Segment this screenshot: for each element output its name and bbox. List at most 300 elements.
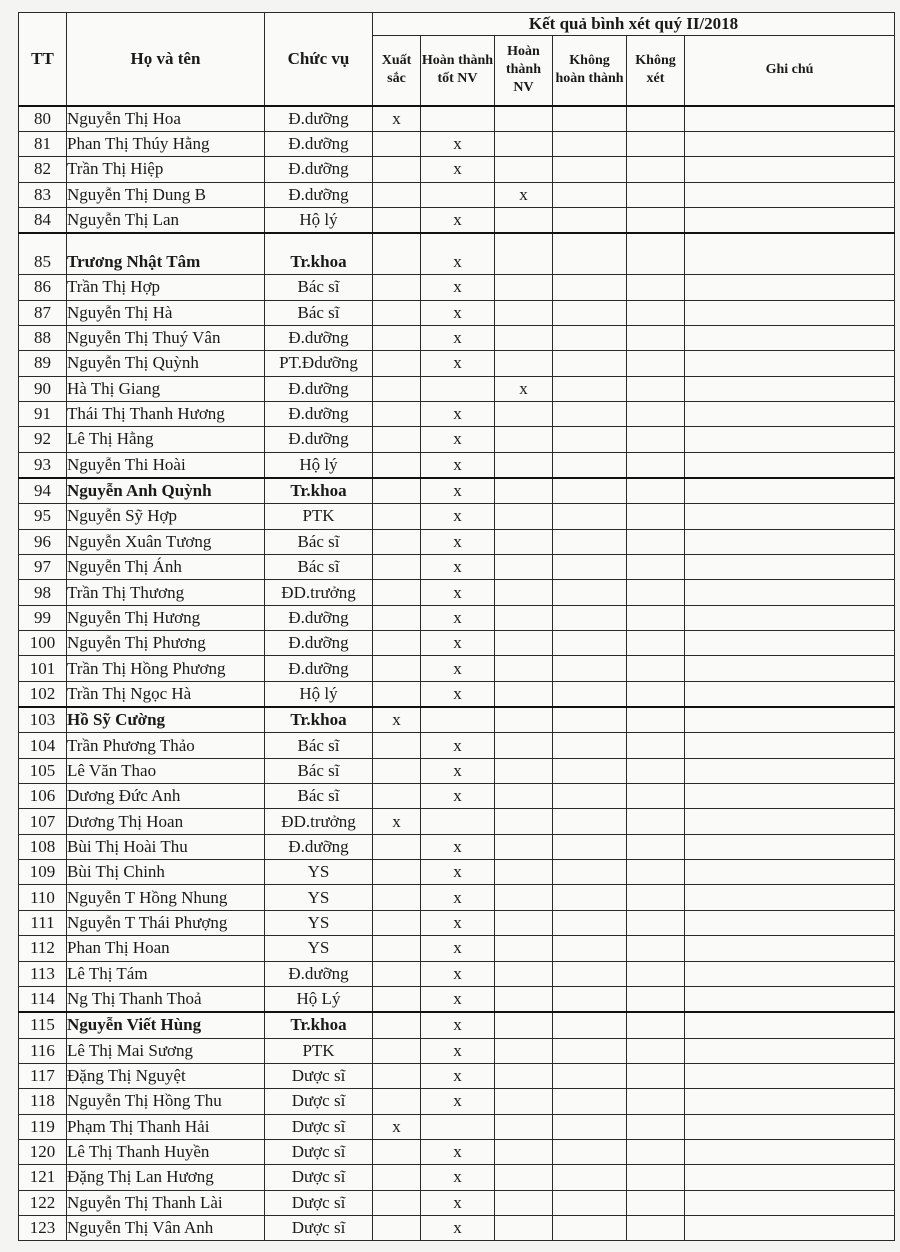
row-role: Tr.khoa xyxy=(265,1012,373,1038)
mark-cell-kx xyxy=(627,131,685,156)
mark-cell-kx xyxy=(627,605,685,630)
row-role: Bác sĩ xyxy=(265,300,373,325)
mark-cell-ht-tot: x xyxy=(421,580,495,605)
mark-cell-ht xyxy=(495,131,553,156)
mark-cell-ht xyxy=(495,1038,553,1063)
mark-cell-ht-tot: x xyxy=(421,1038,495,1063)
row-name: Nguyễn Thị Thanh Lài xyxy=(67,1190,265,1215)
mark-cell-kx xyxy=(627,529,685,554)
mark-cell-ht xyxy=(495,707,553,733)
mark-cell-ht-tot: x xyxy=(421,1165,495,1190)
row-role: PTK xyxy=(265,504,373,529)
row-role: Tr.khoa xyxy=(265,478,373,504)
mark-cell-ht xyxy=(495,605,553,630)
row-number: 101 xyxy=(19,656,67,681)
mark-cell-ht xyxy=(495,936,553,961)
mark-cell-xs xyxy=(373,351,421,376)
row-number: 121 xyxy=(19,1165,67,1190)
table-row xyxy=(19,885,895,910)
row-role: Đ.dưỡng xyxy=(265,961,373,986)
note-cell xyxy=(685,605,895,630)
row-number: 98 xyxy=(19,580,67,605)
mark-cell-xs xyxy=(373,1012,421,1038)
table-row xyxy=(19,961,895,986)
note-cell xyxy=(685,401,895,426)
row-name: Bùi Thị Chinh xyxy=(67,860,265,885)
table-row xyxy=(19,681,895,707)
row-name: Nguyễn Thị Dung B xyxy=(67,182,265,207)
mark-cell-kx xyxy=(627,656,685,681)
mark-cell-ht-tot: x xyxy=(421,733,495,758)
table-row xyxy=(19,580,895,605)
mark-cell-ht xyxy=(495,504,553,529)
mark-cell-kx xyxy=(627,758,685,783)
table-row xyxy=(19,300,895,325)
mark-cell-xs xyxy=(373,1165,421,1190)
mark-cell-xs xyxy=(373,631,421,656)
mark-cell-ht: x xyxy=(495,376,553,401)
table-row xyxy=(19,656,895,681)
mark-cell-kx xyxy=(627,157,685,182)
mark-cell-ht-tot xyxy=(421,1114,495,1139)
row-name: Nguyễn Sỹ Hợp xyxy=(67,504,265,529)
mark-cell-ht-tot: x xyxy=(421,1012,495,1038)
note-cell xyxy=(685,1114,895,1139)
mark-cell-kx xyxy=(627,733,685,758)
mark-cell-xs xyxy=(373,131,421,156)
row-role: Hộ lý xyxy=(265,452,373,478)
mark-cell-ht-tot: x xyxy=(421,529,495,554)
row-name: Nguyễn T Thái Phượng xyxy=(67,910,265,935)
mark-cell-ht-tot xyxy=(421,182,495,207)
mark-cell-kx xyxy=(627,325,685,350)
mark-cell-xs xyxy=(373,325,421,350)
mark-cell-ht-tot: x xyxy=(421,961,495,986)
row-role: Dược sĩ xyxy=(265,1139,373,1164)
row-number: 111 xyxy=(19,910,67,935)
mark-cell-kx xyxy=(627,681,685,707)
mark-cell-xs xyxy=(373,1215,421,1240)
row-role: Dược sĩ xyxy=(265,1215,373,1240)
table-row xyxy=(19,1215,895,1240)
row-role: Đ.dưỡng xyxy=(265,182,373,207)
note-cell xyxy=(685,233,895,275)
row-role: Bác sĩ xyxy=(265,784,373,809)
mark-cell-xs xyxy=(373,233,421,275)
mark-cell-ht xyxy=(495,656,553,681)
mark-cell-ht-tot: x xyxy=(421,555,495,580)
row-name: Đặng Thị Nguyệt xyxy=(67,1063,265,1088)
mark-cell-ht-tot: x xyxy=(421,885,495,910)
mark-cell-kht xyxy=(553,1012,627,1038)
row-role: Đ.dưỡng xyxy=(265,157,373,182)
row-role: Đ.dưỡng xyxy=(265,106,373,132)
mark-cell-ht xyxy=(495,207,553,233)
row-number: 81 xyxy=(19,131,67,156)
row-name: Nguyễn Thị Lan xyxy=(67,207,265,233)
row-name: Thái Thị Thanh Hương xyxy=(67,401,265,426)
mark-cell-kht xyxy=(553,784,627,809)
row-name: Nguyễn Thị Hoa xyxy=(67,106,265,132)
row-name: Trần Phương Thảo xyxy=(67,733,265,758)
row-number: 88 xyxy=(19,325,67,350)
row-number: 96 xyxy=(19,529,67,554)
table-body xyxy=(19,106,895,1241)
table-row xyxy=(19,910,895,935)
mark-cell-kx xyxy=(627,784,685,809)
mark-cell-xs xyxy=(373,656,421,681)
note-cell xyxy=(685,376,895,401)
mark-cell-ht-tot xyxy=(421,376,495,401)
row-role: Hộ lý xyxy=(265,207,373,233)
table-row xyxy=(19,1190,895,1215)
mark-cell-xs xyxy=(373,580,421,605)
mark-cell-xs: x xyxy=(373,1114,421,1139)
table-row xyxy=(19,106,895,132)
note-cell xyxy=(685,1190,895,1215)
mark-cell-ht-tot: x xyxy=(421,681,495,707)
mark-cell-kht xyxy=(553,182,627,207)
mark-cell-ht xyxy=(495,1190,553,1215)
header-tt: TT xyxy=(19,13,67,106)
note-cell xyxy=(685,351,895,376)
row-number: 103 xyxy=(19,707,67,733)
note-cell xyxy=(685,1139,895,1164)
mark-cell-kht xyxy=(553,529,627,554)
mark-cell-ht-tot: x xyxy=(421,427,495,452)
mark-cell-ht-tot: x xyxy=(421,1089,495,1114)
note-cell xyxy=(685,580,895,605)
mark-cell-ht-tot xyxy=(421,106,495,132)
mark-cell-kht xyxy=(553,681,627,707)
table-row xyxy=(19,834,895,859)
table-row xyxy=(19,351,895,376)
row-name: Nguyễn Thị Phương xyxy=(67,631,265,656)
row-number: 106 xyxy=(19,784,67,809)
mark-cell-xs xyxy=(373,1063,421,1088)
note-cell xyxy=(685,986,895,1012)
mark-cell-kx xyxy=(627,809,685,834)
mark-cell-ht-tot: x xyxy=(421,275,495,300)
mark-cell-xs xyxy=(373,452,421,478)
row-name: Dương Thị Hoan xyxy=(67,809,265,834)
mark-cell-kht xyxy=(553,325,627,350)
note-cell xyxy=(685,834,895,859)
note-cell xyxy=(685,275,895,300)
mark-cell-ht-tot: x xyxy=(421,401,495,426)
row-role: Bác sĩ xyxy=(265,733,373,758)
mark-cell-kht xyxy=(553,1063,627,1088)
row-name: Nguyễn Thị Thuý Vân xyxy=(67,325,265,350)
mark-cell-ht xyxy=(495,351,553,376)
mark-cell-kx xyxy=(627,300,685,325)
row-number: 84 xyxy=(19,207,67,233)
mark-cell-ht xyxy=(495,809,553,834)
mark-cell-kht xyxy=(553,1139,627,1164)
mark-cell-kx xyxy=(627,275,685,300)
row-number: 122 xyxy=(19,1190,67,1215)
table-row xyxy=(19,207,895,233)
row-number: 105 xyxy=(19,758,67,783)
mark-cell-ht xyxy=(495,555,553,580)
row-number: 120 xyxy=(19,1139,67,1164)
mark-cell-kx xyxy=(627,427,685,452)
mark-cell-kht xyxy=(553,376,627,401)
mark-cell-ht xyxy=(495,681,553,707)
mark-cell-kht xyxy=(553,631,627,656)
mark-cell-xs xyxy=(373,1089,421,1114)
mark-cell-kht xyxy=(553,1038,627,1063)
mark-cell-kx xyxy=(627,233,685,275)
row-number: 85 xyxy=(19,233,67,275)
mark-cell-ht-tot: x xyxy=(421,504,495,529)
mark-cell-xs xyxy=(373,376,421,401)
mark-cell-ht-tot: x xyxy=(421,936,495,961)
row-role: YS xyxy=(265,936,373,961)
mark-cell-ht xyxy=(495,157,553,182)
mark-cell-kx xyxy=(627,1215,685,1240)
mark-cell-kx xyxy=(627,936,685,961)
mark-cell-ht xyxy=(495,1215,553,1240)
table-row xyxy=(19,376,895,401)
note-cell xyxy=(685,1012,895,1038)
evaluation-table xyxy=(18,12,895,1241)
mark-cell-kx xyxy=(627,1038,685,1063)
row-name: Phan Thị Hoan xyxy=(67,936,265,961)
mark-cell-ht-tot: x xyxy=(421,631,495,656)
note-cell xyxy=(685,207,895,233)
row-role: ĐD.trưởng xyxy=(265,580,373,605)
row-number: 108 xyxy=(19,834,67,859)
table-row xyxy=(19,131,895,156)
mark-cell-kht xyxy=(553,986,627,1012)
table-row xyxy=(19,605,895,630)
mark-cell-ht-tot: x xyxy=(421,910,495,935)
row-name: Lê Văn Thao xyxy=(67,758,265,783)
mark-cell-ht xyxy=(495,1063,553,1088)
row-name: Trần Thị Thương xyxy=(67,580,265,605)
row-role: Bác sĩ xyxy=(265,758,373,783)
row-role: Dược sĩ xyxy=(265,1114,373,1139)
row-number: 119 xyxy=(19,1114,67,1139)
note-cell xyxy=(685,656,895,681)
row-role: Đ.dưỡng xyxy=(265,376,373,401)
note-cell xyxy=(685,131,895,156)
mark-cell-kx xyxy=(627,631,685,656)
note-cell xyxy=(685,1038,895,1063)
mark-cell-ht-tot: x xyxy=(421,1139,495,1164)
row-number: 97 xyxy=(19,555,67,580)
mark-cell-kx xyxy=(627,401,685,426)
row-number: 118 xyxy=(19,1089,67,1114)
mark-cell-kx xyxy=(627,860,685,885)
evaluation-sheet xyxy=(18,12,894,1241)
mark-cell-kht xyxy=(553,834,627,859)
note-cell xyxy=(685,1063,895,1088)
mark-cell-xs xyxy=(373,681,421,707)
mark-cell-kx xyxy=(627,1190,685,1215)
mark-cell-xs xyxy=(373,427,421,452)
mark-cell-xs xyxy=(373,910,421,935)
mark-cell-kht xyxy=(553,351,627,376)
mark-cell-xs xyxy=(373,1190,421,1215)
mark-cell-ht xyxy=(495,961,553,986)
row-number: 86 xyxy=(19,275,67,300)
table-row xyxy=(19,1139,895,1164)
row-number: 99 xyxy=(19,605,67,630)
row-name: Lê Thị Tám xyxy=(67,961,265,986)
mark-cell-xs: x xyxy=(373,707,421,733)
note-cell xyxy=(685,707,895,733)
table-row xyxy=(19,936,895,961)
mark-cell-xs: x xyxy=(373,106,421,132)
header-result-group: Kết quả bình xét quý II/2018 xyxy=(373,13,895,36)
mark-cell-ht-tot: x xyxy=(421,986,495,1012)
table-row xyxy=(19,860,895,885)
mark-cell-kht xyxy=(553,936,627,961)
table-row xyxy=(19,1089,895,1114)
mark-cell-xs xyxy=(373,1038,421,1063)
mark-cell-xs xyxy=(373,478,421,504)
mark-cell-ht xyxy=(495,986,553,1012)
mark-cell-kx xyxy=(627,834,685,859)
mark-cell-kht xyxy=(553,758,627,783)
mark-cell-ht xyxy=(495,325,553,350)
mark-cell-kx xyxy=(627,182,685,207)
note-cell xyxy=(685,1215,895,1240)
row-name: Lê Thị Mai Sương xyxy=(67,1038,265,1063)
row-name: Nguyễn Viết Hùng xyxy=(67,1012,265,1038)
mark-cell-xs xyxy=(373,733,421,758)
table-row xyxy=(19,555,895,580)
row-role: Đ.dưỡng xyxy=(265,427,373,452)
row-role: Dược sĩ xyxy=(265,1089,373,1114)
header-hoan-thanh-tot: Hoàn thành tốt NV xyxy=(421,36,495,106)
mark-cell-ht xyxy=(495,233,553,275)
note-cell xyxy=(685,910,895,935)
table-row xyxy=(19,809,895,834)
note-cell xyxy=(685,555,895,580)
mark-cell-ht xyxy=(495,860,553,885)
table-row xyxy=(19,478,895,504)
mark-cell-kx xyxy=(627,1114,685,1139)
mark-cell-ht-tot xyxy=(421,707,495,733)
mark-cell-kht xyxy=(553,478,627,504)
note-cell xyxy=(685,106,895,132)
mark-cell-kht xyxy=(553,233,627,275)
header-role: Chức vụ xyxy=(265,13,373,106)
table-row xyxy=(19,233,895,275)
mark-cell-kht xyxy=(553,401,627,426)
table-row xyxy=(19,1165,895,1190)
table-row xyxy=(19,986,895,1012)
table-row xyxy=(19,1038,895,1063)
mark-cell-kht xyxy=(553,1089,627,1114)
row-number: 114 xyxy=(19,986,67,1012)
mark-cell-kht xyxy=(553,656,627,681)
mark-cell-ht xyxy=(495,733,553,758)
note-cell xyxy=(685,1165,895,1190)
row-name: Nguyễn Thị Ánh xyxy=(67,555,265,580)
mark-cell-kht xyxy=(553,300,627,325)
mark-cell-ht xyxy=(495,300,553,325)
row-role: Dược sĩ xyxy=(265,1165,373,1190)
row-role: Hộ lý xyxy=(265,681,373,707)
note-cell xyxy=(685,631,895,656)
mark-cell-ht xyxy=(495,1165,553,1190)
row-name: Nguyễn Anh Quỳnh xyxy=(67,478,265,504)
mark-cell-ht-tot: x xyxy=(421,784,495,809)
row-number: 95 xyxy=(19,504,67,529)
row-name: Nguyễn Thị Hà xyxy=(67,300,265,325)
mark-cell-ht xyxy=(495,1012,553,1038)
mark-cell-ht xyxy=(495,1089,553,1114)
header-khong-xet: Không xét xyxy=(627,36,685,106)
mark-cell-kht xyxy=(553,605,627,630)
mark-cell-xs: x xyxy=(373,809,421,834)
row-name: Trương Nhật Tâm xyxy=(67,233,265,275)
note-cell xyxy=(685,809,895,834)
mark-cell-xs xyxy=(373,605,421,630)
mark-cell-kht xyxy=(553,707,627,733)
row-role: Đ.dưỡng xyxy=(265,834,373,859)
mark-cell-kx xyxy=(627,351,685,376)
mark-cell-kht xyxy=(553,910,627,935)
table-row xyxy=(19,157,895,182)
row-number: 112 xyxy=(19,936,67,961)
mark-cell-ht-tot: x xyxy=(421,656,495,681)
row-name: Nguyễn Thị Quỳnh xyxy=(67,351,265,376)
mark-cell-ht-tot: x xyxy=(421,157,495,182)
mark-cell-ht: x xyxy=(495,182,553,207)
note-cell xyxy=(685,300,895,325)
mark-cell-kx xyxy=(627,376,685,401)
note-cell xyxy=(685,733,895,758)
mark-cell-ht-tot: x xyxy=(421,131,495,156)
row-number: 82 xyxy=(19,157,67,182)
mark-cell-xs xyxy=(373,182,421,207)
mark-cell-ht-tot: x xyxy=(421,758,495,783)
header-xuat-sac: Xuất sắc xyxy=(373,36,421,106)
mark-cell-kx xyxy=(627,707,685,733)
mark-cell-xs xyxy=(373,986,421,1012)
row-role: ĐD.trưởng xyxy=(265,809,373,834)
mark-cell-kx xyxy=(627,1165,685,1190)
mark-cell-ht xyxy=(495,784,553,809)
mark-cell-kx xyxy=(627,1012,685,1038)
table-row xyxy=(19,1063,895,1088)
mark-cell-ht-tot: x xyxy=(421,351,495,376)
row-role: Bác sĩ xyxy=(265,275,373,300)
row-role: YS xyxy=(265,910,373,935)
note-cell xyxy=(685,452,895,478)
mark-cell-kht xyxy=(553,427,627,452)
table-row xyxy=(19,182,895,207)
row-role: Tr.khoa xyxy=(265,233,373,275)
mark-cell-ht xyxy=(495,1114,553,1139)
row-name: Lê Thị Hằng xyxy=(67,427,265,452)
row-number: 116 xyxy=(19,1038,67,1063)
mark-cell-xs xyxy=(373,300,421,325)
mark-cell-ht xyxy=(495,106,553,132)
table-row xyxy=(19,1114,895,1139)
row-name: Nguyễn Thị Hương xyxy=(67,605,265,630)
table-row xyxy=(19,504,895,529)
note-cell xyxy=(685,784,895,809)
row-number: 110 xyxy=(19,885,67,910)
mark-cell-xs xyxy=(373,758,421,783)
mark-cell-kht xyxy=(553,885,627,910)
